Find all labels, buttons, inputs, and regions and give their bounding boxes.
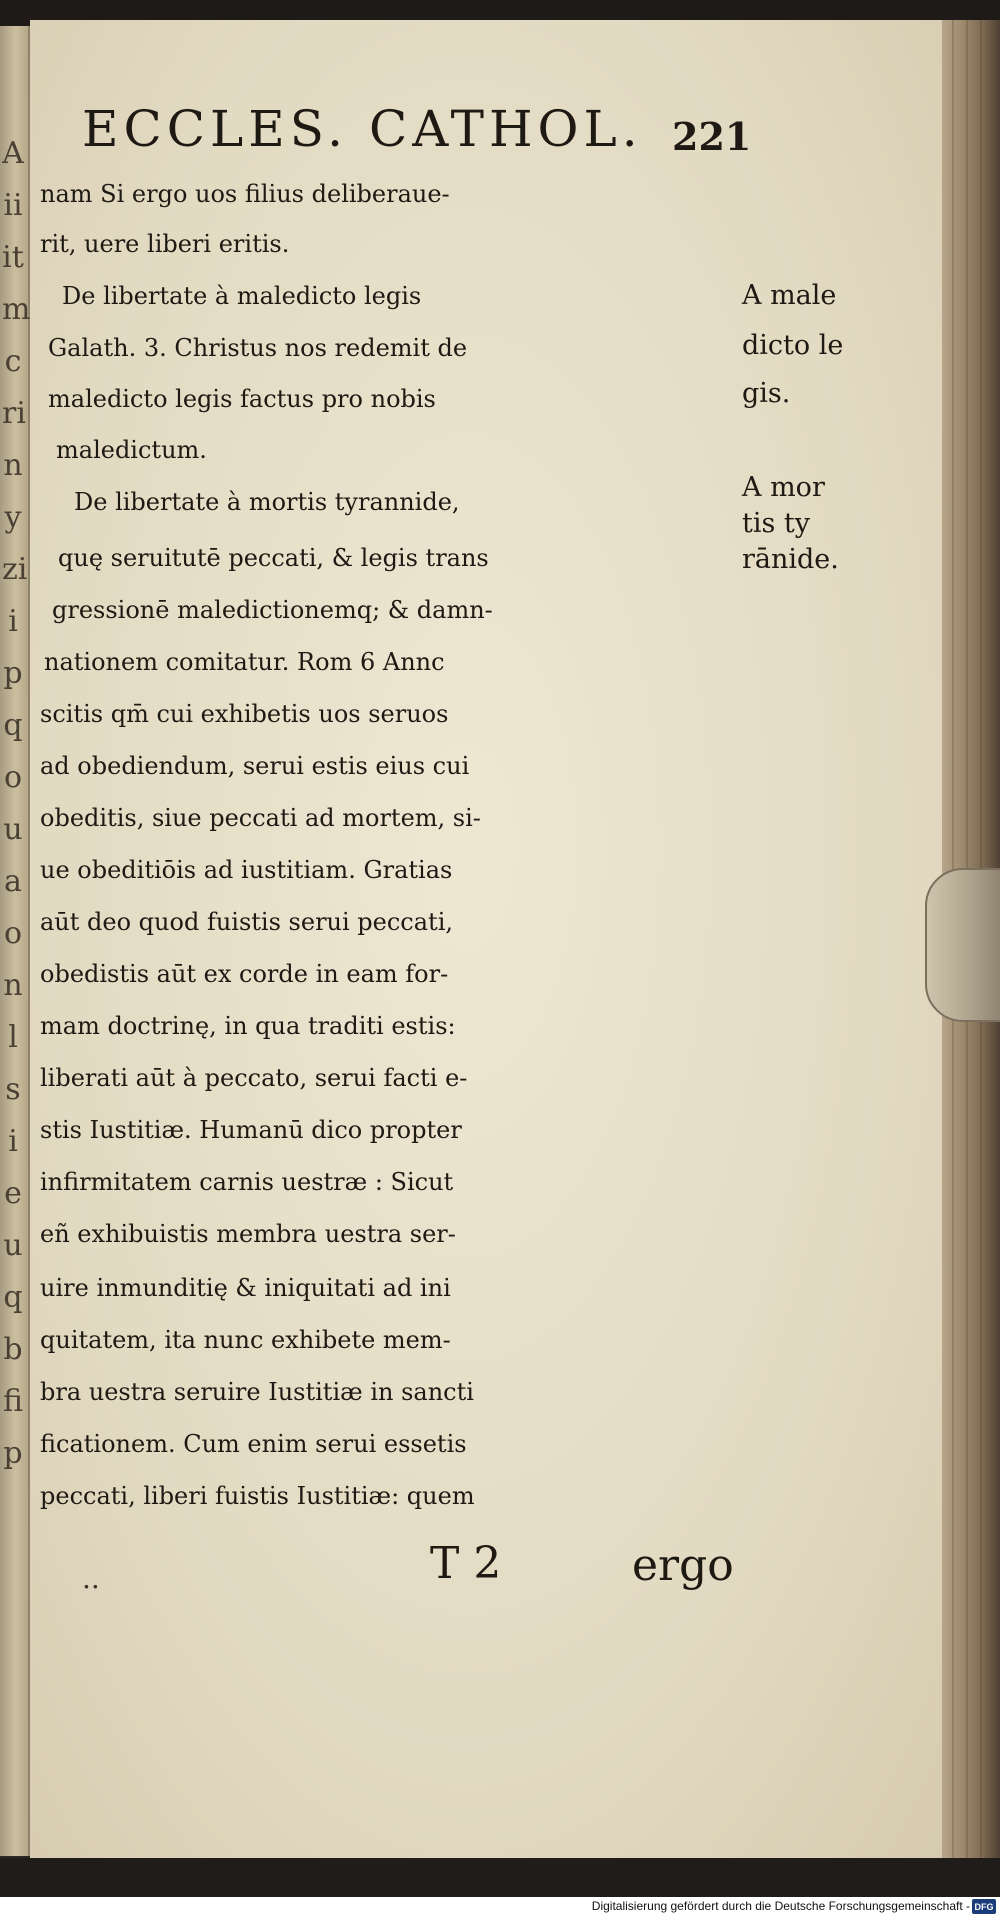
facing-page-edge xyxy=(0,26,30,1856)
facing-page-letter: n xyxy=(3,448,23,483)
facing-page-letter: fi xyxy=(2,1384,23,1419)
body-line: Galath. 3. Christus nos redemit de xyxy=(48,334,468,362)
body-line: obedistis aūt ex corde in eam for- xyxy=(40,960,449,988)
facing-page-letter: i xyxy=(8,1124,18,1159)
body-line: aūt deo quod fuistis serui peccati, xyxy=(40,908,454,936)
dfg-logo: DFG xyxy=(972,1899,996,1914)
body-line: maledicto legis factus pro nobis xyxy=(48,385,436,413)
margin-note: dicto le xyxy=(742,330,844,361)
facing-page-letter: p xyxy=(3,1436,23,1471)
facing-page-letter: p xyxy=(3,656,23,691)
body-line: maledictum. xyxy=(56,436,207,464)
body-line: nam Si ergo uos filius deliberaue- xyxy=(40,180,450,208)
facing-page-letter: i xyxy=(8,604,18,639)
facing-page-letter: A xyxy=(2,136,24,171)
body-line: mam doctrinę, in qua traditi estis: xyxy=(40,1012,456,1040)
body-line: ad obediendum, serui estis eius cui xyxy=(40,752,470,780)
facing-page-letter: u xyxy=(3,1228,23,1263)
body-line: stis Iustitiæ. Humanū dico propter xyxy=(40,1116,462,1144)
catchword: ergo xyxy=(632,1540,734,1591)
body-line: quę seruitutē peccati, & legis trans xyxy=(58,544,489,572)
page-number: 221 xyxy=(672,114,752,159)
facing-page-letter: c xyxy=(4,344,22,379)
body-line: ficationem. Cum enim serui essetis xyxy=(40,1430,467,1458)
body-line: obeditis, siue peccati ad mortem, si- xyxy=(40,804,481,832)
footer-bar xyxy=(0,1897,1000,1917)
body-line: scitis qm̄ cui exhibetis uos seruos xyxy=(40,700,449,728)
body-line: bra uestra seruire Iustitiæ in sancti xyxy=(40,1378,474,1406)
facing-page-letter: b xyxy=(3,1332,23,1367)
catchword-dots: .. xyxy=(82,1562,100,1595)
facing-page-letter: ii xyxy=(3,188,23,223)
body-line: gressionē maledictionemq; & damn- xyxy=(52,596,493,624)
body-line: De libertate à mortis tyrannide, xyxy=(74,488,460,516)
facing-page-letter: q xyxy=(3,1280,23,1315)
facing-page-letter: e xyxy=(4,1176,22,1211)
margin-note: A mor xyxy=(742,472,825,503)
body-line: quitatem, ita nunc exhibete mem- xyxy=(40,1326,451,1354)
facing-page-letter: q xyxy=(3,708,23,743)
body-line: nationem comitatur. Rom 6 Annc xyxy=(44,648,445,676)
facing-page-letter: s xyxy=(5,1072,21,1107)
body-line: ue obeditiōis ad iustitiam. Gratias xyxy=(40,856,453,884)
facing-page-letter: ri xyxy=(2,396,26,431)
facing-page-letter: o xyxy=(3,916,23,951)
body-line: De libertate à maledicto legis xyxy=(62,282,422,310)
facing-page-letter: u xyxy=(3,812,23,847)
book-clasp xyxy=(925,868,1000,1022)
margin-note: gis. xyxy=(742,378,791,409)
body-line: eñ exhibuistis membra uestra ser- xyxy=(40,1220,456,1248)
body-line: peccati, liberi fuistis Iustitiæ: quem xyxy=(40,1482,475,1510)
facing-page-letter: l xyxy=(8,1020,18,1055)
body-line: rit, uere liberi eritis. xyxy=(40,230,290,258)
signature-mark: T 2 xyxy=(430,1538,502,1589)
facing-page-letter: it xyxy=(2,240,24,275)
facing-page-letter: a xyxy=(4,864,22,899)
facing-page-letter: o xyxy=(3,760,23,795)
body-line: infirmitatem carnis uestræ : Sicut xyxy=(40,1168,454,1196)
facing-page-letter: y xyxy=(4,500,22,535)
facing-page-letter: n xyxy=(3,968,23,1003)
body-line: liberati aūt à peccato, serui facti e- xyxy=(40,1064,468,1092)
margin-note: A male xyxy=(742,280,837,311)
facing-page-letter: m xyxy=(2,292,31,327)
running-head: ECCLES. CATHOL. xyxy=(82,100,643,158)
facing-page-letter: zi xyxy=(2,552,28,587)
margin-note: tis ty xyxy=(742,508,811,539)
footer-credit: Digitalisierung gefördert durch die Deutsche Forschungsgemeinschaft - xyxy=(591,1899,970,1913)
body-line: uire inmunditię & iniquitati ad ini xyxy=(40,1274,451,1302)
margin-note: rānide. xyxy=(742,544,839,575)
scan-bottom-border xyxy=(0,1858,1000,1897)
